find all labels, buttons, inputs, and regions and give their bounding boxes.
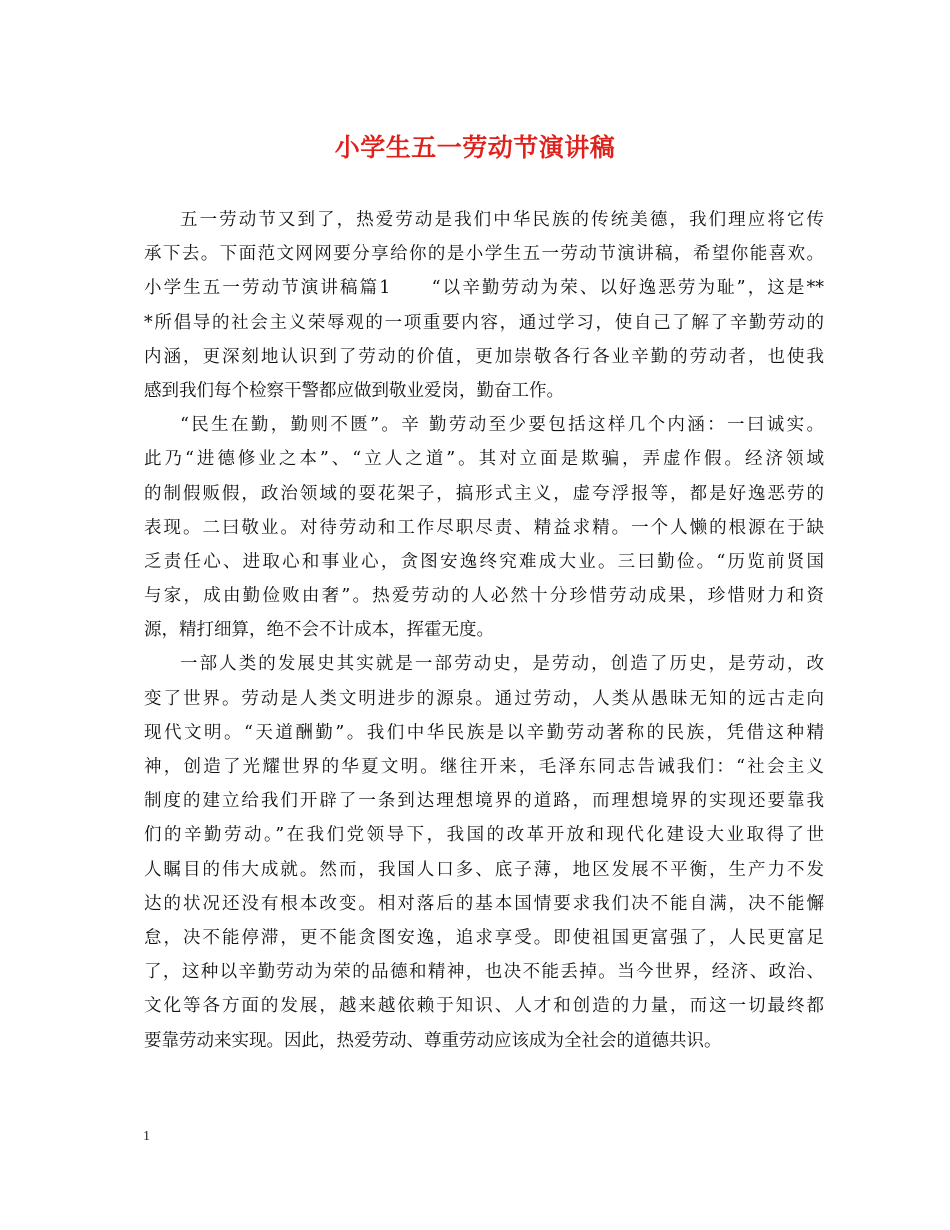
body-line: 五一劳动节又到了，热爱劳动是我们中华民族的传统美德，我们理应将它传 [180, 210, 824, 230]
page-number: 1 [143, 1129, 150, 1144]
body-line: 此乃“进德修业之本”、“立人之道”。其对立面是欺骗，弄虚作假。经济领域 [144, 449, 824, 470]
body-line: 感到我们每个检察干警都应做到敬业爱岗，勤奋工作。 [144, 380, 564, 401]
body-line: 们的辛勤劳动。”在我们党领导下，我国的改革开放和现代化建设大业取得了世 [144, 825, 824, 846]
body-line: 变了世界。劳动是人类文明进步的源泉。通过劳动，人类从愚昧无知的远古走向 [144, 688, 824, 709]
document-title: 小学生五一劳动节演讲稿 [334, 133, 616, 162]
body-line: 内涵，更深刻地认识到了劳动的价值，更加崇敬各行各业辛勤的劳动者，也使我 [144, 346, 824, 367]
body-line: 小学生五一劳动节演讲稿篇1 “以辛勤劳动为荣、以好逸恶劳为耻”，这是** [144, 278, 824, 299]
body-line: 文化等各方面的发展，越来越依赖于知识、人才和创造的力量，而这一切最终都 [144, 996, 824, 1017]
body-line: “民生在勤，勤则不匮”。辛 勤劳动至少要包括这样几个内涵：一曰诚实。 [180, 415, 824, 436]
body-line: 现代文明。“天道酬勤”。我们中华民族是以辛勤劳动著称的民族，凭借这种精 [144, 722, 824, 743]
body-line: 一部人类的发展史其实就是一部劳动史，是劳动，创造了历史，是劳动，改 [180, 654, 824, 675]
body-line: 的制假贩假，政治领域的耍花架子，搞形式主义，虚夸浮报等，都是好逸恶劳的 [144, 483, 824, 504]
body-line: 了，这种以辛勤劳动为荣的品德和精神，也决不能丢掉。当今世界，经济、政治、 [144, 962, 824, 983]
body-line: *所倡导的社会主义荣辱观的一项重要内容，通过学习，使自己了解了辛勤劳动的 [144, 312, 824, 333]
document-body [144, 203, 824, 1058]
body-line: 怠，决不能停滞，更不能贪图安逸，追求享受。即使祖国更富强了，人民更富足 [144, 927, 824, 948]
body-line: 神，创造了光耀世界的华夏文明。继往开来，毛泽东同志告诫我们：“社会主义 [144, 757, 824, 777]
body-line: 制度的建立给我们开辟了一条到达理想境界的道路，而理想境界的实现还要靠我 [144, 791, 824, 812]
body-line: 表现。二曰敬业。对待劳动和工作尽职尽责、精益求精。一个人懒的根源在于缺 [144, 517, 824, 538]
body-line: 承下去。下面范文网网要分享给你的是小学生五一劳动节演讲稿，希望你能喜欢。 [144, 244, 824, 265]
body-line: 要靠劳动来实现。因此，热爱劳动、尊重劳动应该成为全社会的道德共识。 [144, 1030, 722, 1051]
body-line: 乏责任心、进取心和事业心，贪图安逸终究难成大业。三曰勤俭。“历览前贤国 [144, 551, 824, 572]
body-line: 人瞩目的伟大成就。然而，我国人口多、底子薄，地区发展不平衡，生产力不发 [144, 859, 824, 880]
body-line: 源，精打细算，绝不会不计成本，挥霍无度。 [144, 620, 494, 641]
body-line: 与家，成由勤俭败由奢”。热爱劳动的人必然十分珍惜劳动成果，珍惜财力和资 [144, 586, 824, 607]
body-line: 达的状况还没有根本改变。相对落后的基本国情要求我们决不能自满，决不能懈 [144, 893, 824, 914]
